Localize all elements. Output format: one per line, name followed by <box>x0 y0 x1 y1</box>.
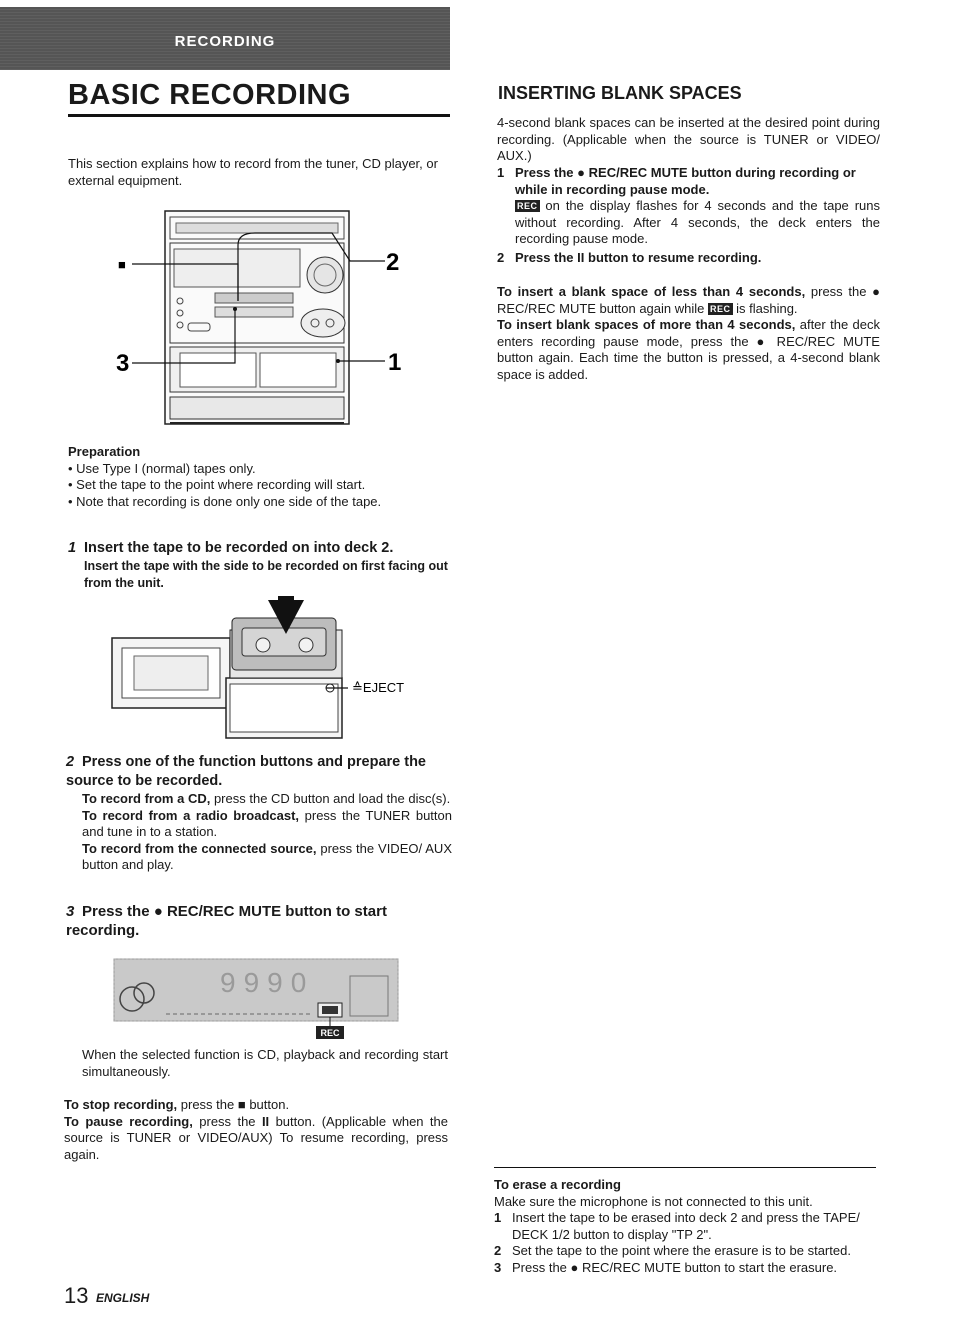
callout-1: 1 <box>388 349 402 376</box>
connected-text: press the VIDEO/ AUX button and play. <box>82 840 452 872</box>
display-digits: 9990 <box>220 967 315 998</box>
more-label: To insert blank spaces of more than 4 seconds, <box>497 317 796 332</box>
step-2 <box>66 753 452 874</box>
display-panel-illustration <box>110 956 402 1044</box>
less-text-2: REC/REC MUTE button again while <box>497 300 708 316</box>
section-title: INSERTING BLANK SPACES <box>498 83 742 103</box>
language-label: ENGLISH <box>96 1291 150 1305</box>
section-header-label: RECORDING <box>174 33 276 50</box>
radio-text: press the TUNER button and tune in to a station. <box>82 807 452 839</box>
pause-label: To pause recording, <box>64 1113 193 1129</box>
rec-dot-symbol: ● <box>872 284 881 299</box>
step-subtitle: Insert the tape with the side to be recorded on first facing out from the unit. <box>84 559 448 590</box>
page-title: BASIC RECORDING <box>68 79 352 111</box>
step-title: Press one of the function buttons and prepare the source to be recorded. <box>66 754 426 789</box>
tape-insertion-illustration <box>108 596 418 742</box>
intro-paragraph: This section explains how to record from the tuner, CD player, or external equipment. <box>68 156 438 188</box>
more-text: after the deck enters recording pause mode, press the <box>497 317 880 349</box>
erase-step-text: Set the tape to the point where the erasure is to be started. <box>512 1243 851 1258</box>
stop-text: press the <box>177 1097 238 1112</box>
callout-stop-symbol: ■ <box>118 257 126 272</box>
erase-heading: To erase a recording <box>494 1177 621 1192</box>
step-number: 2 <box>66 754 75 770</box>
pause-symbol: II <box>577 250 585 265</box>
step-title-pre: Press the <box>82 903 150 920</box>
step-text-post: button to resume recording. <box>588 250 762 265</box>
rec-badge: REC <box>709 303 731 314</box>
pause-text-end: button. (Applicable when the source is TUNER or VIDEO/AUX) To resume recording, press again. <box>64 1113 448 1162</box>
pause-text: press the <box>192 1113 262 1129</box>
blank-intro: 4-second blank spaces can be inserted at the desired point during recording. (Applicable when the source is TUNER or VIDEO/ AUX.) <box>497 115 880 163</box>
cd-note: When the selected function is CD, playback and recording start simultaneously. <box>82 1047 448 1079</box>
preparation-item: • Note that recording is done only one side of the tape. <box>68 493 382 509</box>
step-text-pre: Press the <box>515 165 574 180</box>
rec-dot-symbol: ● <box>153 903 163 920</box>
erase-step-number: 1 <box>494 1210 502 1225</box>
rec-dot-symbol: ● <box>570 1259 579 1275</box>
step-3 <box>66 902 452 940</box>
erase-step-text: Press the <box>512 1259 571 1275</box>
stop-label: To stop recording, <box>64 1097 178 1112</box>
less-text-3: is flashing. <box>732 300 798 316</box>
step-title-post: REC/REC MUTE button to start recording. <box>66 903 387 939</box>
erase-step-number: 2 <box>494 1243 502 1258</box>
step-number: 3 <box>66 903 75 920</box>
step-number: 1 <box>497 165 505 180</box>
erase-section <box>494 1177 878 1276</box>
less-text: press the <box>805 284 873 299</box>
blank-step-1 <box>497 165 880 248</box>
step-detail: on the display flashes for 4 seconds and the tape runs without recording. After 4 seconds, the deck enters the recording pause mode. <box>515 198 880 246</box>
cd-label: To record from a CD, <box>82 791 211 806</box>
stop-symbol: ■ <box>237 1097 246 1112</box>
callout-3: 3 <box>116 350 130 377</box>
rec-dot-symbol: ● <box>577 165 586 180</box>
page-number: 13 <box>64 1283 89 1308</box>
connected-label: To record from the connected source, <box>82 840 317 856</box>
erase-step-number: 3 <box>494 1259 502 1275</box>
step-text-pre: Press the <box>515 250 574 265</box>
cd-text: press the CD button and load the disc(s). <box>210 791 451 806</box>
more-text-2: REC/REC MUTE button again. Each time the button is pressed, a 4-second blank space is added. <box>497 333 880 382</box>
preparation-item: • Set the tape to the point where recording will start. <box>68 477 366 492</box>
step-text-post: REC/REC MUTE button during recording or while in recording pause mode. <box>515 165 856 197</box>
stop-text-end: button. <box>245 1097 290 1112</box>
erase-step-text: Insert the tape to be erased into deck 2 and press the TAPE/ DECK 1/2 button to display "TP 2". <box>512 1210 860 1242</box>
step-1 <box>68 539 452 591</box>
preparation-item: • Use Type I (normal) tapes only. <box>68 460 256 476</box>
rec-indicator-label: REC <box>320 1028 340 1038</box>
stop-pause-section <box>64 1097 448 1163</box>
step-number: 1 <box>68 540 77 556</box>
rec-dot-symbol: ● <box>756 333 769 349</box>
stereo-unit-illustration <box>110 205 410 430</box>
step-number: 2 <box>497 250 505 265</box>
preparation-heading: Preparation <box>68 444 141 459</box>
eject-label: ≙EJECT <box>352 680 405 695</box>
radio-label: To record from a radio broadcast, <box>82 807 300 823</box>
step-title: Insert the tape to be recorded on into deck 2. <box>84 540 394 556</box>
rec-badge: REC <box>517 201 538 211</box>
blank-step-2 <box>497 250 880 267</box>
blank-tips <box>497 284 880 383</box>
title-underline <box>68 114 450 117</box>
callout-2: 2 <box>386 249 400 276</box>
erase-step-text-end: REC/REC MUTE button to start the erasure. <box>578 1259 838 1275</box>
less-label: To insert a blank space of less than 4 seconds, <box>497 284 806 299</box>
preparation-section <box>68 444 450 510</box>
erase-divider <box>494 1167 876 1168</box>
erase-intro: Make sure the microphone is not connected to this unit. <box>494 1193 813 1209</box>
pause-symbol: II <box>261 1113 270 1129</box>
